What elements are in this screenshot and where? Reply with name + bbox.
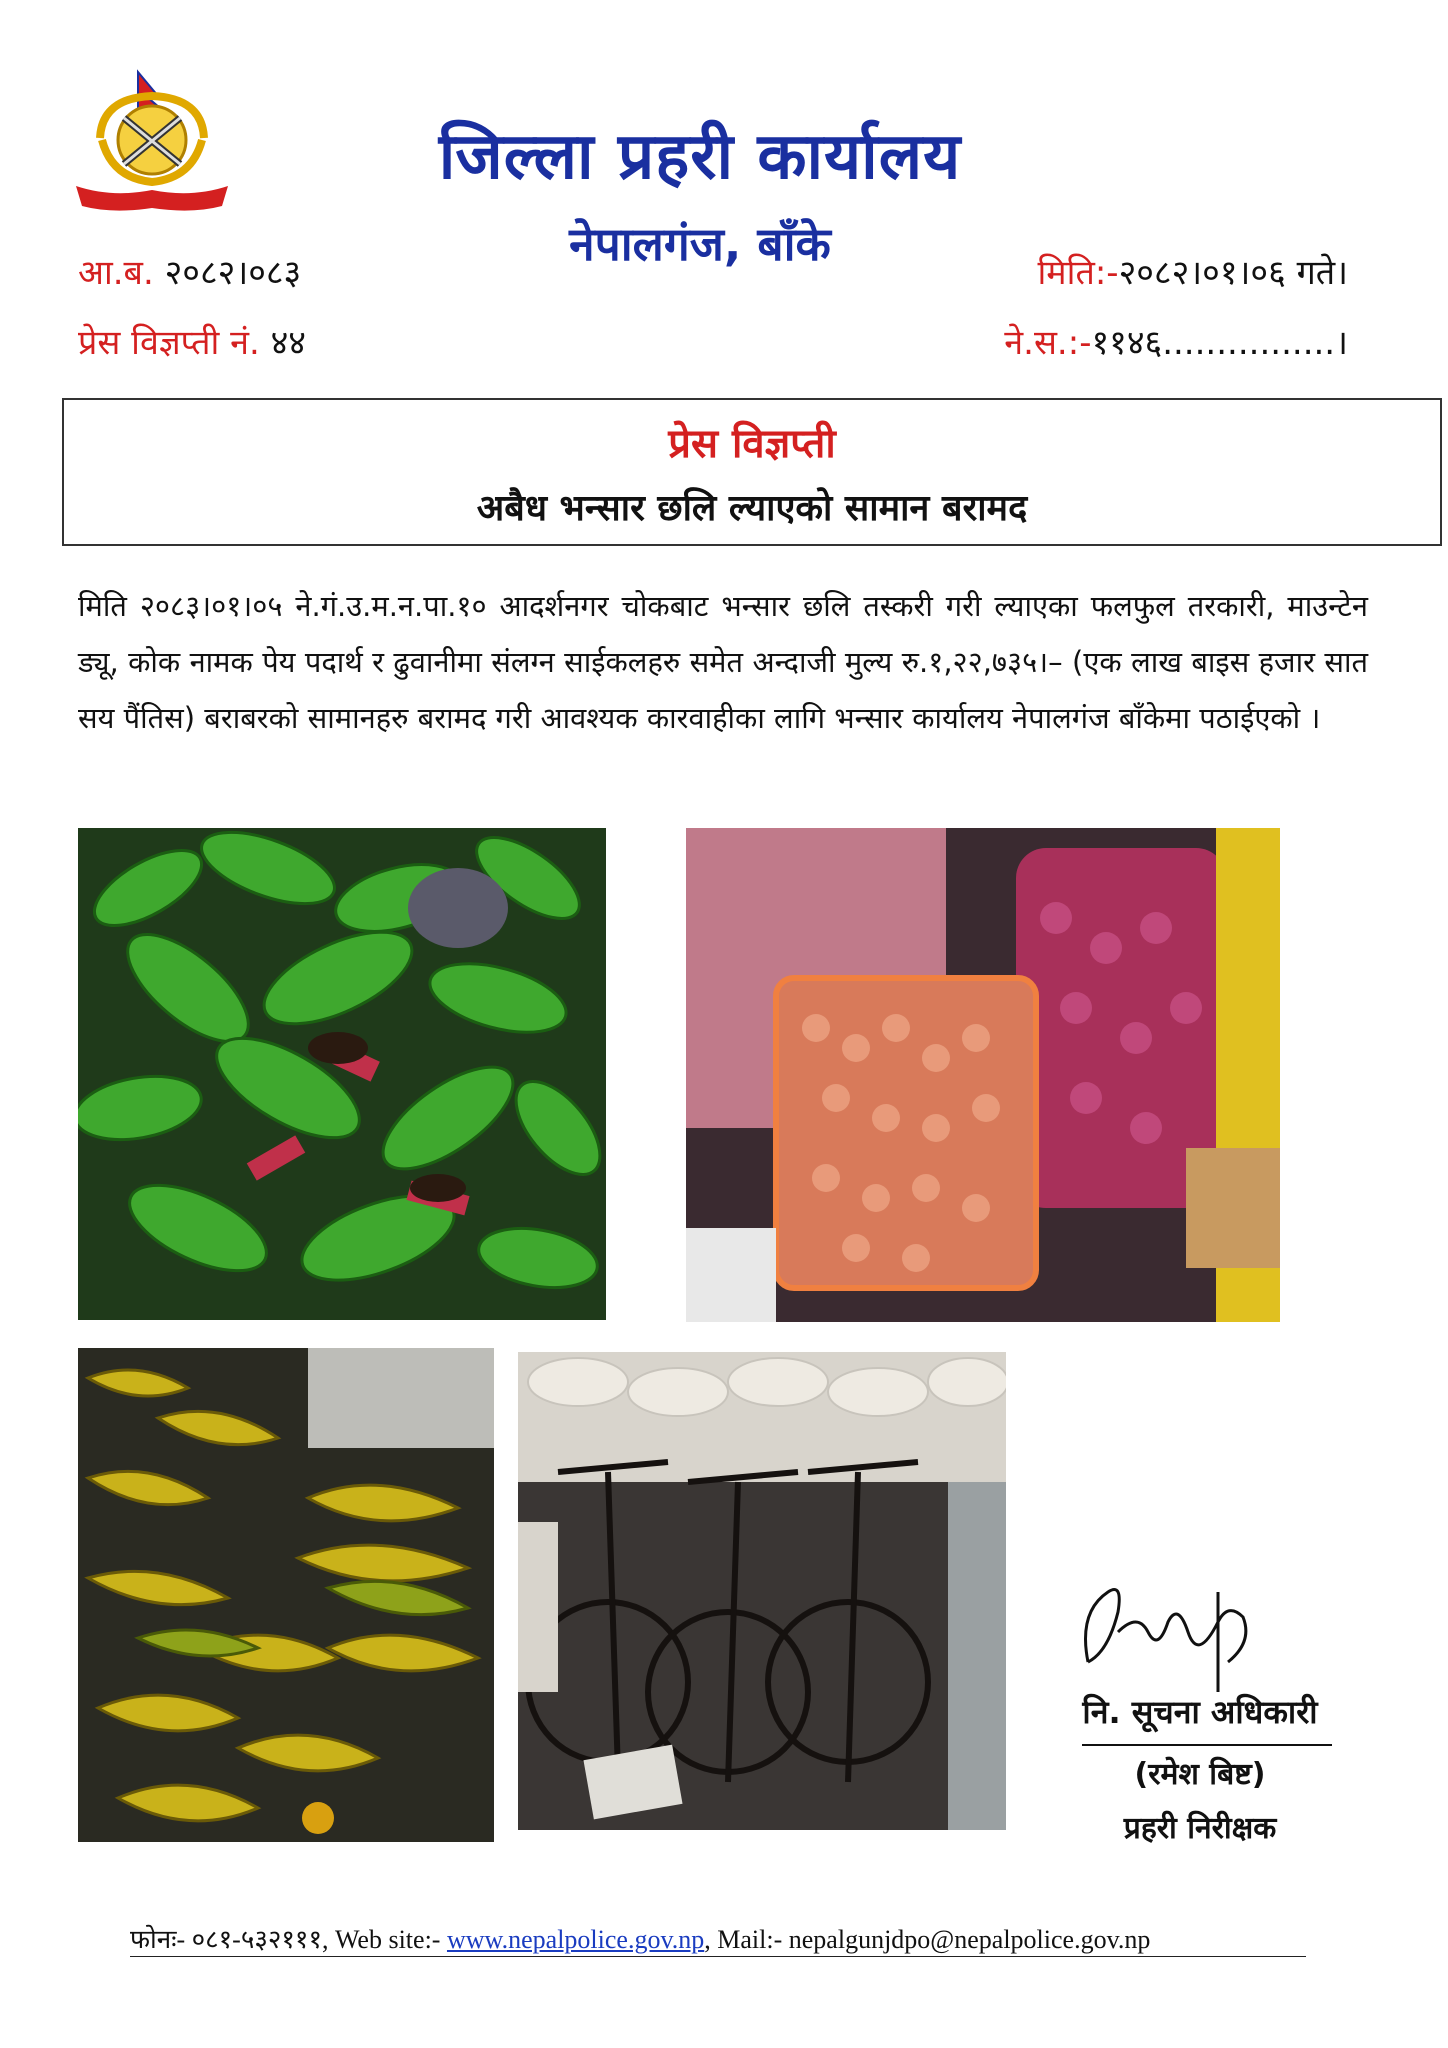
reference-number-value: ११४६................। [1091, 323, 1348, 363]
press-release-subheading: अबैध भन्सार छलि ल्याएको सामान बरामद [476, 488, 1028, 529]
org-name: जिल्ला प्रहरी कार्यालय [438, 120, 962, 194]
release-date-label: मिति:- [1037, 253, 1119, 293]
signatory-rank: प्रहरी निरीक्षक [1123, 1811, 1277, 1846]
fiscal-year [78, 248, 301, 294]
press-release-heading: प्रेस विज्ञप्ती [668, 421, 836, 467]
photo-soft-drink-bottles [78, 828, 606, 1320]
website-link[interactable]: www.nepalpolice.gov.np [446, 1925, 705, 1954]
reference-number [1004, 318, 1348, 364]
release-date-value: २०८२।०१।०६ गते। [1118, 253, 1348, 293]
footer-divider [130, 1956, 1306, 1957]
phone-number: ०८१-५३२१११, [191, 1925, 329, 1954]
signature-underline [1082, 1744, 1332, 1746]
title-box [62, 398, 1442, 546]
signature [1068, 1572, 1268, 1702]
mail-label: , Mail:- [704, 1925, 783, 1954]
footer-contact [130, 1920, 1306, 1956]
phone-label: फोनः- [130, 1925, 186, 1954]
fiscal-year-value: २०८२।०८३ [164, 253, 302, 293]
press-release-number-value: ४४ [270, 323, 306, 363]
reference-number-label: ने.स.:- [1004, 323, 1092, 363]
nepal-police-logo [72, 68, 232, 218]
fiscal-year-label: आ.ब. [78, 253, 154, 293]
body-paragraph: मिति २०८३।०१।०५ ने.गं.उ.म.न.पा.१० आदर्शनगर चोकबाट भन्सार छलि तस्करी गरी ल्याएका फलफुल तरकारी, माउन्टेन ड्यू, कोक नामक पेय पदार्थ र ढुवानीमा संलग्न साईकलहरु समेत अन्दाजी मुल्य रु.१,२२,७३५।– (एक लाख बाइस हजार सात सय पैंतिस) बराबरको सामानहरु बरामद गरी आवश्यक कारवाहीका लागि भन्सार कार्यालय नेपालगंज बाँकेमा पठाईएको । [78, 589, 1368, 735]
press-release-number [78, 318, 306, 364]
website-label: Web site:- [334, 1925, 441, 1954]
signatory-title: नि. सूचना अधिकारी [1082, 1693, 1318, 1731]
org-location: नेपालगंज, बाँके [569, 217, 831, 271]
press-release-number-label: प्रेस विज्ञप्ती नं. [78, 323, 260, 363]
signatory-name: (रमेश बिष्ट) [1134, 1757, 1266, 1792]
email-address: nepalgunjdpo@nepalpolice.gov.np [788, 1925, 1151, 1954]
photo-potato-onion-sacks [686, 828, 1280, 1322]
photo-bicycles [518, 1352, 1006, 1830]
release-date [1038, 248, 1349, 294]
photo-bananas [78, 1348, 494, 1842]
